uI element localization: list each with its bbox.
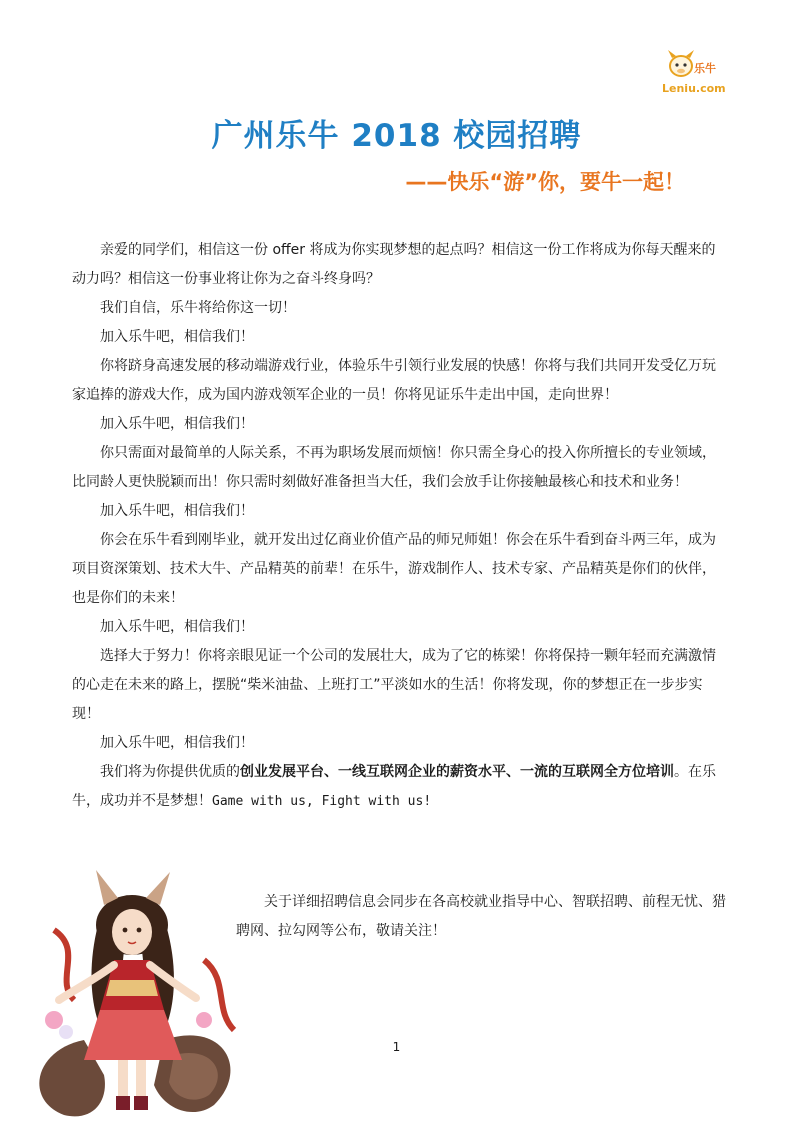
page-number: 1 xyxy=(392,1040,401,1054)
closing-paragraph xyxy=(72,758,722,816)
game-character-illustration xyxy=(14,870,250,1120)
paragraph: 加入乐牛吧，相信我们！ xyxy=(100,329,254,345)
paragraph: 加入乐牛吧，相信我们！ xyxy=(100,416,254,432)
paragraph: 你会在乐牛看到刚毕业，就开发出过亿商业价值产品的师兄师姐！你会在乐牛看到奋斗两三年，成为项目资深策划、技术大牛、产品精英的前辈！在乐牛，游戏制作人、技术专家、产品精英是你们的伙伴，也是你们的未来！ xyxy=(72,532,716,606)
paragraph: 你只需面对最简单的人际关系，不再为职场发展而烦恼！你只需全身心的投入你所擅长的专业领域，比同龄人更快脱颖而出！你只需时刻做好准备担当大任，我们会放手让你接触最核心和技术和业务！ xyxy=(72,445,716,490)
leniu-logo xyxy=(660,48,726,98)
character-graphic xyxy=(14,870,250,1120)
closing-motto: Game with us, Fight with us! xyxy=(212,794,432,809)
paragraph: 你将跻身高速发展的移动端游戏行业，体验乐牛引领行业发展的快感！你将与我们共同开发受亿万玩家追捧的游戏大作，成为国内游戏领军企业的一员！你将见证乐牛走出中国，走向世界！ xyxy=(72,358,716,403)
paragraph: 我们自信，乐牛将给你这一切！ xyxy=(100,300,296,316)
logo-brand-cn: 乐牛 xyxy=(694,62,716,75)
letter-body xyxy=(72,236,722,816)
paragraph: 选择大于努力！你将亲眼见证一个公司的发展壮大，成为了它的栋梁！你将保持一颗年轻而充满激情的心走在未来的路上，摆脱“柴米油盐、上班打工”平淡如水的生活！你将发现，你的梦想正在一步步实现！ xyxy=(72,648,716,722)
paragraph: 加入乐牛吧，相信我们！ xyxy=(100,619,254,635)
recruitment-notice xyxy=(236,888,726,946)
closing-middle: 。在乐牛，成功并不是梦想！ xyxy=(72,764,716,809)
paragraph: 亲爱的同学们，相信这一份 offer 将成为你实现梦想的起点吗？相信这一份工作将成为你每天醒来的动力吗？相信这一份事业将让你为之奋斗终身吗？ xyxy=(72,242,716,287)
leniu-logo-graphic xyxy=(660,48,726,98)
slogan: ——快乐“游”你，要牛一起！ xyxy=(405,170,685,194)
closing-prefix: 我们将为你提供优质的 xyxy=(100,764,240,780)
closing-highlight: 创业发展平台、一线互联网企业的薪资水平、一流的互联网全方位培训 xyxy=(240,764,674,780)
paragraph: 加入乐牛吧，相信我们！ xyxy=(100,735,254,751)
notice-text: 关于详细招聘信息会同步在各高校就业指导中心、智联招聘、前程无忧、猎聘网、拉勾网等公布，敬请关注！ xyxy=(236,894,726,939)
page-title: 广州乐牛 2018 校园招聘 xyxy=(211,118,582,154)
logo-brand-en: Leniu.com xyxy=(662,82,726,95)
paragraph: 加入乐牛吧，相信我们！ xyxy=(100,503,254,519)
